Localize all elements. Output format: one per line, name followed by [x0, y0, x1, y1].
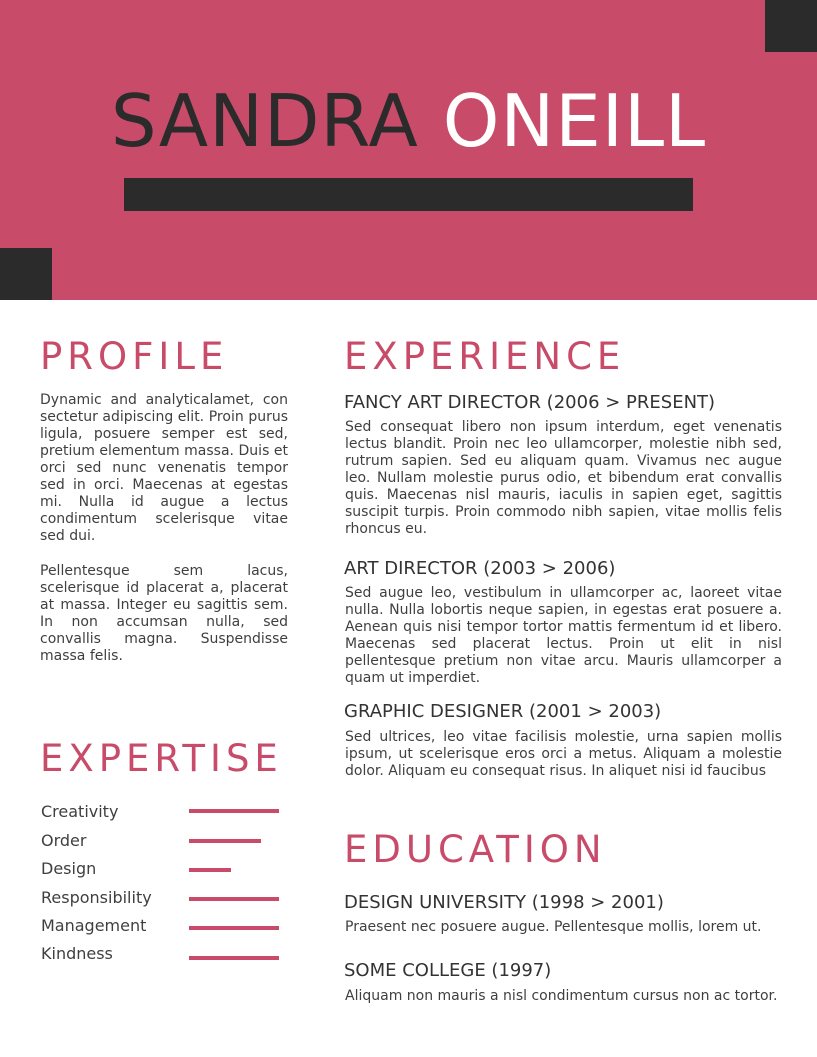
skill-label: Creativity — [41, 802, 119, 821]
skill-label: Management — [41, 916, 147, 935]
education-title: DESIGN UNIVERSITY (1998 > 2001) — [344, 892, 664, 913]
job-title: ART DIRECTOR (2003 > 2006) — [344, 558, 616, 579]
education-description: Aliquam non mauris a nisl condimentum cursus non ac tortor. — [345, 988, 778, 1004]
profile-heading: PROFILE — [40, 335, 229, 378]
skill-label: Design — [41, 859, 97, 878]
last-name: ONEILL — [442, 79, 707, 163]
skill-label: Kindness — [41, 944, 113, 963]
first-name: SANDRA — [110, 79, 419, 163]
job-title: FANCY ART DIRECTOR (2006 > PRESENT) — [344, 392, 716, 413]
education-heading: EDUCATION — [344, 828, 607, 871]
profile-paragraph: Pellentesque sem lacus, scelerisque id placerat a, placerat at massa. Integer eu sagittis sem. In non accumsan nulla, sed convallis magna. Suspendisse massa felis. — [40, 563, 288, 664]
corner-block-bottom-left — [0, 248, 52, 300]
job-description: Sed augue leo, vestibulum in ullamcorper ac, laoreet vitae nulla. Nulla lobortis neque sapien, in egestas erat posuere a. Aenean quis nisi tempor tortor mattis fermentum id et libero. Maecenas sed placerat lectus. Proin ut elit in nisl pellentesque pretium non vitae arcu. Mauris ullamcorper a quam ut imperdiet. — [345, 585, 782, 686]
skill-level-bar — [189, 839, 261, 843]
skill-level-bar — [189, 868, 231, 872]
education-description: Praesent nec posuere augue. Pellentesque mollis, lorem ut. — [345, 919, 762, 935]
skill-label: Order — [41, 831, 87, 850]
skill-label: Responsibility — [41, 888, 152, 907]
skill-level-bar — [189, 956, 279, 960]
job-title: GRAPHIC DESIGNER (2001 > 2003) — [344, 701, 662, 722]
expertise-heading: EXPERTISE — [40, 737, 283, 780]
skill-level-bar — [189, 897, 279, 901]
education-title: SOME COLLEGE (1997) — [344, 960, 552, 981]
name-underline-bar — [124, 178, 693, 211]
skill-level-bar — [189, 926, 279, 930]
candidate-name — [0, 78, 817, 164]
job-description: Sed consequat libero non ipsum interdum, eget venenatis lectus blandit. Proin nec leo ullamcorper, molestie nibh sed, rutrum sapien. Sed eu aliquam quam. Vivamus nec augue leo. Nullam molestie purus odio, et bibendum erat convallis quis. Maecenas nisl mauris, iaculis in sapien eget, sagittis suscipit turpis. Proin commodo nibh sapien, vitae mollis felis rhoncus eu. — [345, 419, 782, 537]
skill-level-bar — [189, 809, 279, 813]
experience-heading: EXPERIENCE — [344, 335, 626, 378]
profile-paragraph: Dynamic and analyticalamet, con sectetur adipiscing elit. Proin purus ligula, posuere semper est sed, pretium elementum massa. Duis et orci sed nunc venenatis tempor sed in orci. Maecenas at egestas mi. Nulla id augue a lectus condimentum scelerisque vitae sed dui. — [40, 392, 288, 544]
corner-block-top-right — [765, 0, 817, 52]
job-description: Sed ultrices, leo vitae facilisis molestie, urna sapien mollis ipsum, ut scelerisque eros orci a metus. Aliquam a molestie dolor. Aliquam eu consequat risus. In aliquet nisi id faucibus — [345, 729, 782, 779]
